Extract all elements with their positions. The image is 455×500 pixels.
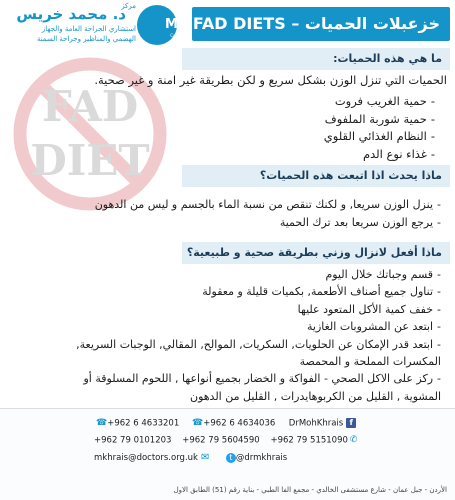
title-bar <box>192 7 450 41</box>
list-item: -ابتعد قدر الإمكان عن الحلويات, السكريات, الموالح, المقالي, الوجبات السريعة, <box>76 337 441 351</box>
phone-number[interactable]: +962 6 4633201 <box>107 418 180 429</box>
section-heading-text: ما هي هذه الحميات: <box>333 52 442 65</box>
fad-diet-list <box>324 93 435 163</box>
list-item: -حمية شوربة الملفوف <box>324 111 435 126</box>
clinic-info <box>2 2 136 48</box>
list-item: -يرجع الوزن سريعا بعد ترك الحمية <box>279 215 441 229</box>
mobile-number[interactable]: +962 79 5151090 <box>270 435 348 446</box>
mobile-row <box>94 435 357 446</box>
list-item: -ابتعد عن المشروبات الغازية <box>307 320 441 334</box>
section-heading-what-to-do <box>182 242 450 264</box>
mobile-icon: ✆ <box>349 435 358 445</box>
clinic-name: د. محمد خريس <box>16 5 126 23</box>
email-address[interactable]: mkhrais@doctors.org.uk <box>94 453 198 463</box>
twitter-handle[interactable]: @drmkhrais <box>235 453 288 463</box>
phone-row <box>94 418 356 429</box>
clinic-prefix: مركز <box>121 2 136 10</box>
phone-icon: ☎ <box>96 418 108 428</box>
list-item-continuation: المشوية , القليل من الكربوهايدرات , القليل من الدهون <box>190 389 441 403</box>
phone-number[interactable]: +962 6 4634036 <box>203 418 276 429</box>
mobile-number[interactable]: +962 79 0101203 <box>94 435 172 446</box>
list-item: -قسم وجباتك خلال اليوم <box>325 268 441 281</box>
section-intro-text: الحميات التي تنزل الوزن بشكل سريع و لكن بطريقة غير امنة و غير صحية. <box>94 73 447 87</box>
contact-footer <box>0 408 455 500</box>
list-item: -حمية الغريب فروت <box>334 94 435 108</box>
clinic-logo <box>137 5 189 45</box>
email-icon: ✉ <box>200 452 210 463</box>
online-contact-row <box>94 452 287 463</box>
list-item: -ركز على الاكل الصحي - الفواكة و الخضار بجميع أنواعها , اللحوم المسلوقة أو <box>83 372 441 386</box>
section-heading-what-are <box>182 48 450 70</box>
watermark-word-diet: DIET <box>30 136 150 185</box>
header <box>0 0 455 48</box>
logo-initials: MK <box>164 17 189 32</box>
list-item: -النظام الغذائي القلوي <box>323 129 435 143</box>
address: الأردن - جبل عمان - شارع مستشفى الخالدي - مجمع الفا الطبي - بناية رقم (51) الطابق الاول <box>173 486 447 494</box>
consequences-list <box>95 196 441 231</box>
list-item: -ينزل الوزن سريعا, و لكنك تنقص من نسبة الماء بالجسم و ليس من الدهون <box>94 198 441 211</box>
mobile-number[interactable]: +962 79 5604590 <box>182 435 260 446</box>
list-item: -خفف كمية الأكل المتعود عليها <box>297 302 441 316</box>
logo-prefix: Dr <box>174 11 180 17</box>
twitter-icon: t <box>226 453 236 463</box>
section-heading-text: ماذا يحدث اذا اتبعت هذه الحميات؟ <box>259 169 442 182</box>
logo-subtitle: Center <box>170 33 184 38</box>
list-item: -غذاء نوع الدم <box>363 146 435 161</box>
list-item: -تناول جميع أصناف الأطعمة, بكميات قليلة و معقولة <box>202 285 441 299</box>
page-title: خزعبلات الحميات – FAD DIETS <box>192 14 440 33</box>
clinic-specialty-line-2: الهضمي والمناظير وجراحة السمنة <box>36 35 136 43</box>
section-heading-what-happens <box>182 165 450 187</box>
facebook-icon: f <box>346 418 356 428</box>
facebook-handle[interactable]: DrMohKhrais <box>288 418 344 429</box>
watermark-word-fad: FAD <box>41 82 139 131</box>
clinic-specialty-line-1: استشاري الجراحة العامة والجهاز <box>41 25 136 33</box>
list-item-continuation: المكسرات المملحة و المحمصة <box>299 355 441 369</box>
phone-icon: ☎ <box>192 418 204 428</box>
section-heading-text: ماذا أفعل لانزال وزني بطريقة صحية و طبيعية؟ <box>186 246 442 259</box>
